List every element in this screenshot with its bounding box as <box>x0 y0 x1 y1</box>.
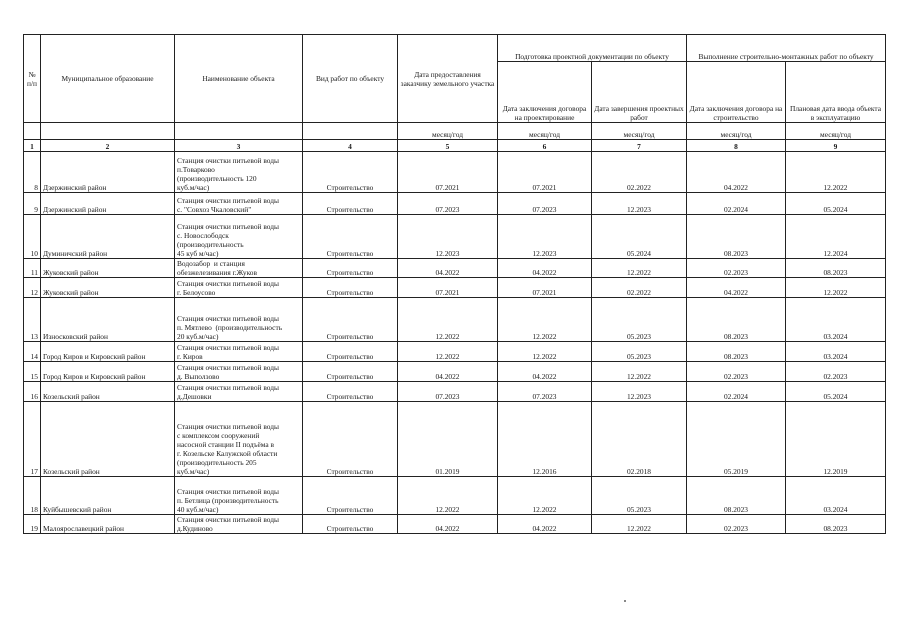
design-end-cell: 12.2022 <box>592 362 687 382</box>
design-end-cell: 05.2024 <box>592 215 687 259</box>
design-end-cell: 05.2023 <box>592 477 687 515</box>
row-number: 15 <box>24 362 41 382</box>
design-contract-cell: 12.2016 <box>498 402 592 477</box>
table-row <box>24 342 886 362</box>
row-number: 18 <box>24 477 41 515</box>
construction-contract-cell: 08.2023 <box>687 477 786 515</box>
land-date-cell: 04.2022 <box>398 362 498 382</box>
commission-date-cell: 08.2023 <box>786 259 886 278</box>
work-type-cell: Строительство <box>303 259 398 278</box>
work-type-cell: Строительство <box>303 342 398 362</box>
row-number: 9 <box>24 193 41 215</box>
work-type-cell: Строительство <box>303 298 398 342</box>
column-number: 6 <box>498 140 592 152</box>
land-date-cell: 12.2023 <box>398 215 498 259</box>
table-row <box>24 193 886 215</box>
units-label: месяц/год <box>592 123 687 140</box>
table-row <box>24 477 886 515</box>
land-date-cell: 12.2022 <box>398 298 498 342</box>
header-construction-contract-date: Дата заключения договора на строительство <box>687 62 786 123</box>
object-name-cell: Станция очистки питьевой воды п. Бетлица (производительность 40 куб.м/час) <box>175 477 303 515</box>
construction-contract-cell: 02.2023 <box>687 362 786 382</box>
units-empty <box>41 123 175 140</box>
table-row <box>24 298 886 342</box>
land-date-cell: 07.2023 <box>398 193 498 215</box>
construction-contract-cell: 08.2023 <box>687 342 786 362</box>
construction-contract-cell: 04.2022 <box>687 278 786 298</box>
commission-date-cell: 03.2024 <box>786 298 886 342</box>
units-label: месяц/год <box>786 123 886 140</box>
work-type-cell: Строительство <box>303 402 398 477</box>
municipality-cell: Козельский район <box>41 402 175 477</box>
design-contract-cell: 12.2022 <box>498 342 592 362</box>
land-date-cell: 01.2019 <box>398 402 498 477</box>
municipality-cell: Дзержинский район <box>41 152 175 193</box>
design-end-cell: 12.2023 <box>592 193 687 215</box>
column-number: 8 <box>687 140 786 152</box>
land-date-cell: 12.2022 <box>398 342 498 362</box>
object-name-cell: Станция очистки питьевой воды п.Товарково (производительность 120 куб.м/час) <box>175 152 303 193</box>
table-row <box>24 382 886 402</box>
column-number: 2 <box>41 140 175 152</box>
header-work-type: Вид работ по объекту <box>303 35 398 123</box>
row-number: 12 <box>24 278 41 298</box>
construction-contract-cell: 08.2023 <box>687 215 786 259</box>
land-date-cell: 12.2022 <box>398 477 498 515</box>
work-type-cell: Строительство <box>303 152 398 193</box>
construction-contract-cell: 02.2023 <box>687 259 786 278</box>
commission-date-cell: 12.2022 <box>786 152 886 193</box>
design-contract-cell: 12.2022 <box>498 477 592 515</box>
commission-date-cell: 03.2024 <box>786 477 886 515</box>
object-name-cell: Водозабор и станция обезжелезивания г.Жуков <box>175 259 303 278</box>
object-name-cell: Станция очистки питьевой воды п. Мятлево (производительность 20 куб.м/час) <box>175 298 303 342</box>
units-label: месяц/год <box>687 123 786 140</box>
design-contract-cell: 07.2021 <box>498 278 592 298</box>
design-contract-cell: 07.2021 <box>498 152 592 193</box>
work-type-cell: Строительство <box>303 215 398 259</box>
units-label: месяц/год <box>498 123 592 140</box>
object-name-cell: Станция очистки питьевой воды с. Новослободск (производительность 45 куб м/час) <box>175 215 303 259</box>
row-number: 8 <box>24 152 41 193</box>
table-row <box>24 402 886 477</box>
column-number: 5 <box>398 140 498 152</box>
commission-date-cell: 12.2019 <box>786 402 886 477</box>
column-number: 1 <box>24 140 41 152</box>
commission-date-cell: 05.2024 <box>786 382 886 402</box>
commission-date-cell: 12.2022 <box>786 278 886 298</box>
commission-date-cell: 05.2024 <box>786 193 886 215</box>
design-end-cell: 12.2023 <box>592 382 687 402</box>
municipality-cell: Жуковский район <box>41 259 175 278</box>
municipality-cell: Козельский район <box>41 382 175 402</box>
work-type-cell: Строительство <box>303 278 398 298</box>
work-type-cell: Строительство <box>303 193 398 215</box>
object-name-cell: Станция очистки питьевой воды с. "Совхоз Чкаловский" <box>175 193 303 215</box>
municipality-cell: Малоярославецкий район <box>41 515 175 534</box>
design-contract-cell: 07.2023 <box>498 193 592 215</box>
design-end-cell: 12.2022 <box>592 259 687 278</box>
work-type-cell: Строительство <box>303 362 398 382</box>
column-number: 3 <box>175 140 303 152</box>
row-number: 14 <box>24 342 41 362</box>
header-commission-date: Плановая дата ввода объекта в эксплуатацию <box>786 62 886 123</box>
row-number: 16 <box>24 382 41 402</box>
municipality-cell: Жуковский район <box>41 278 175 298</box>
commission-date-cell: 03.2024 <box>786 342 886 362</box>
design-end-cell: 02.2022 <box>592 278 687 298</box>
object-name-cell: Станция очистки питьевой воды с комплексом сооружений насосной станции II подъёма в г. Козельске Калужской области (производительность 205 куб.м/час) <box>175 402 303 477</box>
land-date-cell: 07.2023 <box>398 382 498 402</box>
work-type-cell: Строительство <box>303 382 398 402</box>
construction-contract-cell: 02.2024 <box>687 193 786 215</box>
units-empty <box>24 123 41 140</box>
municipality-cell: Дзержинский район <box>41 193 175 215</box>
design-contract-cell: 12.2022 <box>498 298 592 342</box>
commission-date-cell: 08.2023 <box>786 515 886 534</box>
commission-date-cell: 02.2023 <box>786 362 886 382</box>
table-row <box>24 362 886 382</box>
construction-contract-cell: 02.2024 <box>687 382 786 402</box>
design-contract-cell: 04.2022 <box>498 515 592 534</box>
object-name-cell: Станция очистки питьевой воды г. Киров <box>175 342 303 362</box>
row-number: 13 <box>24 298 41 342</box>
land-date-cell: 07.2021 <box>398 278 498 298</box>
column-number: 4 <box>303 140 398 152</box>
header-municipality: Муниципальное образование <box>41 35 175 123</box>
object-name-cell: Станция очистки питьевой воды д.Кудиново <box>175 515 303 534</box>
commission-date-cell: 12.2024 <box>786 215 886 259</box>
header-design-group: Подготовка проектной документации по объекту <box>498 35 687 62</box>
row-number: 19 <box>24 515 41 534</box>
document-sheet <box>23 34 886 534</box>
work-type-cell: Строительство <box>303 477 398 515</box>
table-row <box>24 152 886 193</box>
header-construction-group: Выполнение строительно-монтажных работ по объекту <box>687 35 886 62</box>
header-object-name: Наименование объекта <box>175 35 303 123</box>
schedule-table <box>23 34 886 534</box>
object-name-cell: Станция очистки питьевой воды д. Выползово <box>175 362 303 382</box>
units-label: месяц/год <box>398 123 498 140</box>
design-contract-cell: 07.2023 <box>498 382 592 402</box>
construction-contract-cell: 05.2019 <box>687 402 786 477</box>
table-row <box>24 259 886 278</box>
land-date-cell: 04.2022 <box>398 515 498 534</box>
design-contract-cell: 12.2023 <box>498 215 592 259</box>
municipality-cell: Износковский район <box>41 298 175 342</box>
scan-speck <box>624 600 626 602</box>
design-end-cell: 02.2018 <box>592 402 687 477</box>
municipality-cell: Куйбышевский район <box>41 477 175 515</box>
header-num: № п/п <box>24 35 41 123</box>
object-name-cell: Станция очистки питьевой воды г. Белоусово <box>175 278 303 298</box>
municipality-cell: Город Киров и Кировский район <box>41 362 175 382</box>
work-type-cell: Строительство <box>303 515 398 534</box>
design-end-cell: 05.2023 <box>592 342 687 362</box>
land-date-cell: 04.2022 <box>398 259 498 278</box>
units-empty <box>175 123 303 140</box>
row-number: 11 <box>24 259 41 278</box>
municipality-cell: Думиничский район <box>41 215 175 259</box>
design-contract-cell: 04.2022 <box>498 259 592 278</box>
row-number: 17 <box>24 402 41 477</box>
header-design-end-date: Дата завершения проектных работ <box>592 62 687 123</box>
design-end-cell: 12.2022 <box>592 515 687 534</box>
design-end-cell: 02.2022 <box>592 152 687 193</box>
header-land-date: Дата предоставления заказчику земельного участка <box>398 35 498 123</box>
construction-contract-cell: 04.2022 <box>687 152 786 193</box>
column-number: 9 <box>786 140 886 152</box>
construction-contract-cell: 08.2023 <box>687 298 786 342</box>
header-design-contract-date: Дата заключения договора на проектирование <box>498 62 592 123</box>
table-row <box>24 215 886 259</box>
land-date-cell: 07.2021 <box>398 152 498 193</box>
construction-contract-cell: 02.2023 <box>687 515 786 534</box>
units-empty <box>303 123 398 140</box>
object-name-cell: Станция очистки питьевой воды д.Дешовки <box>175 382 303 402</box>
design-end-cell: 05.2023 <box>592 298 687 342</box>
municipality-cell: Город Киров и Кировский район <box>41 342 175 362</box>
row-number: 10 <box>24 215 41 259</box>
table-row <box>24 278 886 298</box>
table-row <box>24 515 886 534</box>
design-contract-cell: 04.2022 <box>498 362 592 382</box>
column-number: 7 <box>592 140 687 152</box>
